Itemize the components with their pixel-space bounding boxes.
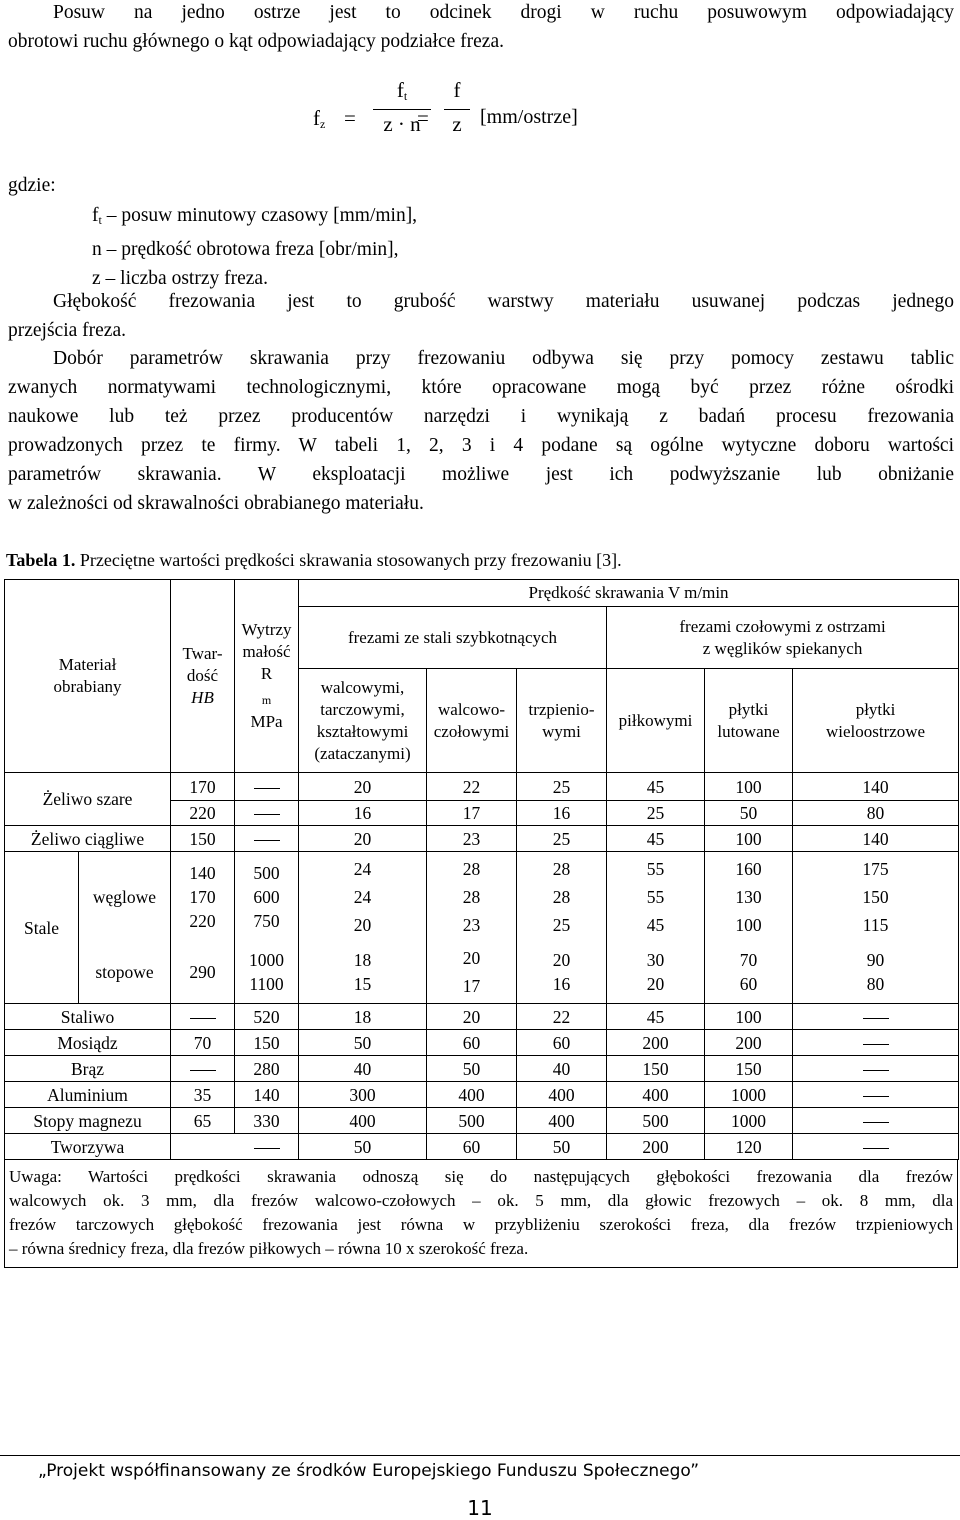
cell: 175 150 115 (793, 852, 959, 942)
cell-hb: 70 (171, 1030, 235, 1056)
row-label-stale: Stale (5, 852, 79, 1004)
cell: 500 (607, 1108, 705, 1134)
table-note (4, 1160, 958, 1268)
table-row (5, 1030, 959, 1056)
cell-rm: 330 (235, 1108, 299, 1134)
cell: 160 130 100 (705, 852, 793, 942)
cell: 22 (517, 1004, 607, 1030)
cell: 200 (607, 1030, 705, 1056)
cell-dash (793, 1082, 959, 1108)
table-row (5, 1134, 959, 1160)
cell: 23 (427, 826, 517, 852)
cell: 18 (299, 1004, 427, 1030)
cell: 70 60 (705, 942, 793, 1004)
row-label-zeliwo-szare: Żeliwo szare (5, 773, 171, 826)
header-col-plytki-lutowane: płytki lutowane (705, 669, 793, 773)
cell-dash (793, 1004, 959, 1030)
cell: 200 (705, 1030, 793, 1056)
header-strength: Wytrzy małość R $_m$ MPa (235, 580, 299, 773)
page-number: 11 (467, 1496, 493, 1520)
cell: 40 (517, 1056, 607, 1082)
row-label-braz: Brąz (5, 1056, 171, 1082)
header-carbide: frezami czołowymi z ostrzami z węglików spiekanych (607, 607, 959, 669)
selection-line-1: Dobór parametrów skrawania przy frezowaniu odbywa się przy pomocy zestawu tablic (53, 348, 954, 369)
selection-line-6: w zależności od skrawalności obrabianego materiału. (8, 493, 424, 514)
cell: 60 (427, 1134, 517, 1160)
formula-fraction-2: f z (444, 78, 470, 137)
cell-dash (235, 826, 299, 852)
cell-dash (235, 773, 299, 801)
cell-dash (793, 1134, 959, 1160)
cell: 28 28 25 (517, 852, 607, 942)
table-row (5, 942, 959, 1004)
cell: 50 (299, 1134, 427, 1160)
note-line-1: Uwaga: Wartości prędkości skrawania odnoszą się do następujących głębokości frezowania dla frezów (9, 1167, 953, 1186)
cell: 25 (517, 826, 607, 852)
cell: 400 (517, 1108, 607, 1134)
header-col-walcowymi: walcowymi, tarczowymi, kształtowymi (zataczanymi) (299, 669, 427, 773)
cell: 45 (607, 773, 705, 801)
cell-rm: 140 (235, 1082, 299, 1108)
table-row (5, 852, 959, 942)
cell: 45 (607, 826, 705, 852)
depth-paragraph (8, 287, 954, 345)
row-label-weglowe: węglowe (79, 852, 171, 942)
cell: 60 (427, 1030, 517, 1056)
definition-n: n – prędkość obrotowa freza [obr/min], (92, 239, 399, 260)
note-line-2: walcowych ok. 3 mm, dla frezów walcowo-czołowych – ok. 5 mm, dla głowic frezowych – ok. 8 mm, dla (9, 1191, 953, 1210)
cell-dash (793, 1108, 959, 1134)
cell: 150 (705, 1056, 793, 1082)
cell-rm: 520 (235, 1004, 299, 1030)
cell-dash (171, 1056, 235, 1082)
table-row (5, 1108, 959, 1134)
header-col-plytki-wieloostrzowe: płytki wieloostrzowe (793, 669, 959, 773)
formula-eq-1: = (344, 106, 356, 130)
cell: 17 (427, 801, 517, 826)
depth-line-1: Głębokość frezowania jest to grubość warstwy materiału usuwanej podczas jednego (53, 291, 954, 312)
row-label-aluminium: Aluminium (5, 1082, 171, 1108)
cell-hb: 220 (171, 801, 235, 826)
table-row (5, 1082, 959, 1108)
row-label-stopowe: stopowe (79, 942, 171, 1004)
cell: 55 55 45 (607, 852, 705, 942)
cell: 20 17 (427, 942, 517, 1004)
cell: 200 (607, 1134, 705, 1160)
cell-hb: 140 170 220 (171, 852, 235, 942)
footer-text: „Projekt współfinansowany ze środków Europejskiego Funduszu Społecznego” (38, 1461, 700, 1481)
definition-list (92, 201, 417, 293)
table-row (5, 826, 959, 852)
cell: 45 (607, 1004, 705, 1030)
cell-hb: 150 (171, 826, 235, 852)
cell: 20 16 (517, 942, 607, 1004)
footer-divider (0, 1455, 960, 1456)
cell: 25 (517, 773, 607, 801)
formula-fraction-1: $f_t$ z · n (371, 78, 433, 137)
cell-rm: 1000 1100 (235, 942, 299, 1004)
header-hss: frezami ze stali szybkotnących (299, 607, 607, 669)
table-row (5, 1056, 959, 1082)
cutting-speed-table (4, 579, 959, 1160)
cell-rm: 500 600 750 (235, 852, 299, 942)
cell: 140 (793, 826, 959, 852)
note-line-3: frezów tarczowych głębokość frezowania jest równa w przybliżeniu szerokości freza, dla frezów trzpieniowych (9, 1215, 953, 1234)
cell: 100 (705, 773, 793, 801)
where-label: gdzie: (8, 175, 56, 196)
intro-line-2: obrotowi ruchu głównego o kąt odpowiadający podziałce freza. (8, 31, 504, 52)
header-col-pilkowymi: piłkowymi (607, 669, 705, 773)
formula-unit: [mm/ostrze] (480, 106, 578, 128)
cell: 22 (427, 773, 517, 801)
cell: 400 (427, 1082, 517, 1108)
intro-paragraph (8, 0, 954, 56)
cell: 24 24 20 (299, 852, 427, 942)
selection-paragraph (8, 344, 954, 518)
cell: 60 (517, 1030, 607, 1056)
selection-line-2: zwanych normatywami technologicznymi, które opracowane mogą być przez różne ośrodki (8, 377, 954, 398)
depth-line-2: przejścia freza. (8, 320, 126, 341)
note-line-4: – równa średnicy freza, dla frezów piłkowych – równa 10 x szerokość freza. (9, 1239, 529, 1258)
cell: 80 (793, 801, 959, 826)
cell: 16 (517, 801, 607, 826)
row-label-staliwo: Staliwo (5, 1004, 171, 1030)
table-caption: Tabela 1. Przeciętne wartości prędkości skrawania stosowanych przy frezowaniu [3]. (6, 550, 622, 570)
cell: 1000 (705, 1082, 793, 1108)
cell: 150 (607, 1056, 705, 1082)
cell: 20 (299, 826, 427, 852)
cell-dash (235, 801, 299, 826)
cell-dash (793, 1056, 959, 1082)
cell: 1000 (705, 1108, 793, 1134)
cell: 140 (793, 773, 959, 801)
header-hardness: Twar- dość HB (171, 580, 235, 773)
table-row (5, 773, 959, 801)
selection-line-5: parametrów skrawania. W eksploatacji możliwe jest ich podwyższanie lub obniżanie (8, 464, 954, 485)
cell-dash (793, 1030, 959, 1056)
cell-rm: 280 (235, 1056, 299, 1082)
row-label-mosiadz: Mosiądz (5, 1030, 171, 1056)
cell: 20 (427, 1004, 517, 1030)
cell: 120 (705, 1134, 793, 1160)
cell-hb: 170 (171, 773, 235, 801)
cell: 300 (299, 1082, 427, 1108)
cell: 28 28 23 (427, 852, 517, 942)
cell: 400 (299, 1108, 427, 1134)
cell-rm: 150 (235, 1030, 299, 1056)
intro-line-1: Posuw na jedno ostrze jest to odcinek drogi w ruchu posuwowym odpowiadający (53, 2, 954, 23)
header-col-walcowo-czolowymi: walcowo- czołowymi (427, 669, 517, 773)
cell: 30 20 (607, 942, 705, 1004)
cell: 50 (299, 1030, 427, 1056)
cell: 40 (299, 1056, 427, 1082)
cell: 20 (299, 773, 427, 801)
row-label-stopy-magnezu: Stopy magnezu (5, 1108, 171, 1134)
cell: 500 (427, 1108, 517, 1134)
cell: 50 (427, 1056, 517, 1082)
feed-per-tooth-formula (313, 78, 633, 160)
table-row (5, 1004, 959, 1030)
cell: 25 (607, 801, 705, 826)
cell: 100 (705, 1004, 793, 1030)
header-cutting-speed: Prędkość skrawania V m/min (299, 580, 959, 607)
header-material: Materiał obrabiany (5, 580, 171, 773)
formula-lhs: $f_z$ (313, 106, 326, 131)
selection-line-3: naukowe lub też przez producentów narzędzi i wynikają z badań procesu frezowania (8, 406, 954, 427)
cell: 50 (517, 1134, 607, 1160)
row-label-zeliwo-ciagliwe: Żeliwo ciągliwe (5, 826, 171, 852)
formula-eq-2: = (417, 106, 429, 130)
cell: 50 (705, 801, 793, 826)
header-col-trzpieniowymi: trzpienio- wymi (517, 669, 607, 773)
cell: 90 80 (793, 942, 959, 1004)
row-label-tworzywa: Tworzywa (5, 1134, 171, 1160)
cell: 100 (705, 826, 793, 852)
definition-ft: $f_t$ – posuw minutowy czasowy [mm/min], (92, 205, 418, 227)
cell-dash (171, 1134, 299, 1160)
cell-hb: 35 (171, 1082, 235, 1108)
cell: 16 (299, 801, 427, 826)
definition-z: z – liczba ostrzy freza. (92, 268, 268, 289)
cell-dash (171, 1004, 235, 1030)
cell: 18 15 (299, 942, 427, 1004)
cell: 400 (607, 1082, 705, 1108)
selection-line-4: prowadzonych przez te firmy. W tabeli 1, 2, 3 i 4 podane są ogólne wytyczne doboru wartości (8, 435, 954, 456)
cell-hb: 65 (171, 1108, 235, 1134)
cell: 400 (517, 1082, 607, 1108)
cell-hb: 290 (171, 942, 235, 1004)
